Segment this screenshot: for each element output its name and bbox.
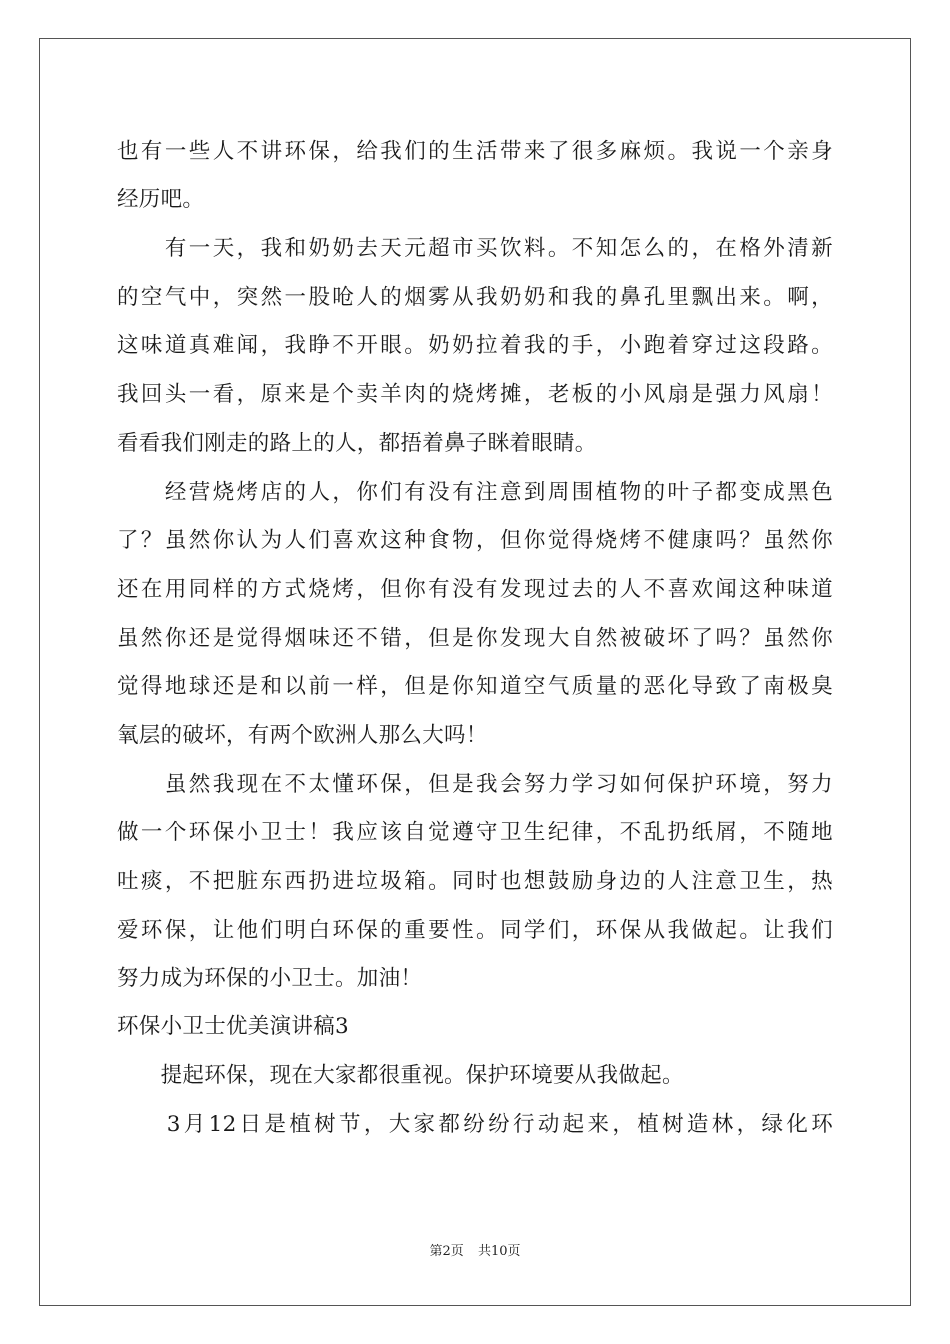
page-footer (0, 1243, 950, 1261)
text-line: 吐痰，不把脏东西扔进垃圾箱。同时也想鼓励身边的人注意卫生，热 (117, 869, 833, 894)
text-line: 3月12日是植树节，大家都纷纷行动起来，植树造林，绿化环 (117, 1112, 833, 1137)
text-line: 看看我们刚走的路上的人，都捂着鼻子眯着眼睛。 (117, 431, 597, 456)
text-line: 做一个环保小卫士！我应该自觉遵守卫生纪律，不乱扔纸屑，不随地 (117, 820, 833, 845)
text-line: 经营烧烤店的人，你们有没有注意到周围植物的叶子都变成黑色 (117, 480, 833, 505)
text-line: 提起环保，现在大家都很重视。保护环境要从我做起。 (117, 1063, 684, 1088)
text-line: 我回头一看，原来是个卖羊肉的烧烤摊，老板的小风扇是强力风扇！ (117, 382, 833, 407)
text-line: 氧层的破坏，有两个欧洲人那么大吗！ (117, 723, 488, 748)
text-line: 还在用同样的方式烧烤，但你有没有发现过去的人不喜欢闻这种味道 (117, 577, 833, 602)
text-line: 虽然我现在不太懂环保，但是我会努力学习如何保护环境，努力 (117, 772, 833, 797)
text-line: 经历吧。 (117, 187, 205, 212)
text-line: 了？虽然你认为人们喜欢这种食物，但你觉得烧烤不健康吗？虽然你 (117, 528, 833, 553)
section-heading: 环保小卫士优美演讲稿3 (117, 1014, 349, 1039)
text-line: 觉得地球还是和以前一样，但是你知道空气质量的恶化导致了南极臭 (117, 674, 833, 699)
text-line: 虽然你还是觉得烟味还不错，但是你发现大自然被破坏了吗？虽然你 (117, 626, 833, 651)
text-line: 努力成为环保的小卫士。加油！ (117, 966, 423, 991)
text-line: 也有一些人不讲环保，给我们的生活带来了很多麻烦。我说一个亲身 (117, 139, 833, 164)
page-total: 共10页 (477, 1244, 521, 1259)
text-line: 这味道真难闻，我睁不开眼。奶奶拉着我的手，小跑着穿过这段路。 (117, 333, 833, 358)
text-line: 爱环保，让他们明白环保的重要性。同学们，环保从我做起。让我们 (117, 918, 833, 943)
text-line: 有一天，我和奶奶去天元超市买饮料。不知怎么的，在格外清新 (117, 236, 833, 261)
text-line: 的空气中，突然一股呛人的烟雾从我奶奶和我的鼻孔里飘出来。啊， (117, 285, 833, 310)
page-number: 第2页 (429, 1244, 464, 1259)
